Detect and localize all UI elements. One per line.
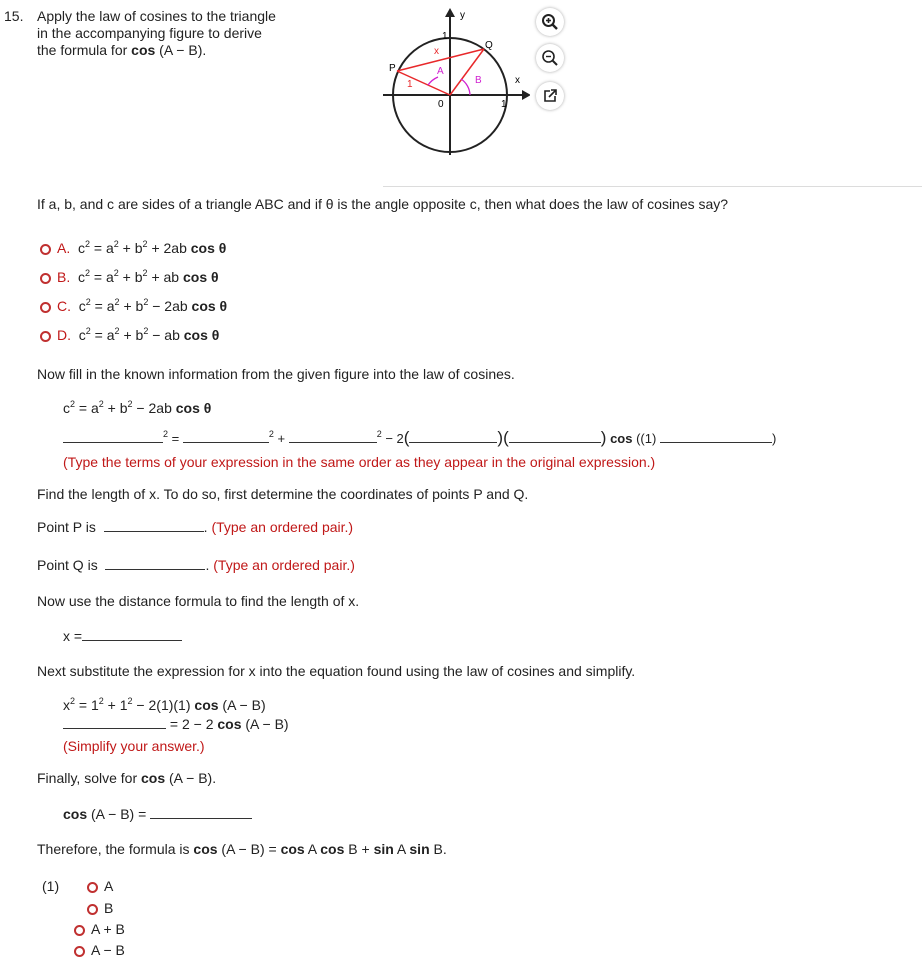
final-equation: cos (A − B) = [63, 806, 252, 822]
angle-a-arc [428, 77, 438, 85]
origin-label: 0 [438, 99, 444, 110]
y-axis-arrow [445, 8, 455, 17]
point-q-hint: (Type an ordered pair.) [213, 557, 355, 573]
point-q-label: Q [485, 40, 493, 51]
fill-instruction: Now fill in the known information from the given figure into the law of cosines. [37, 366, 515, 382]
therefore-statement: Therefore, the formula is cos (A − B) = cos A cos B + sin A sin B. [37, 841, 447, 857]
point-q-input[interactable] [105, 569, 205, 570]
question-number: 15. [4, 8, 24, 24]
tick-1-top: 1 [442, 31, 448, 42]
y-axis-label: y [460, 10, 465, 21]
simplify-hint: (Simplify your answer.) [63, 738, 205, 754]
q1-text: If a, b, and c are sides of a triangle ABC and if θ is the angle opposite c, then what does the law of cosines say? [37, 196, 729, 212]
option-a[interactable]: A. $c^2 = a^2 + b^2 + 2ab$ cos θ [40, 240, 226, 256]
substitute-instruction: Next substitute the expression for x into the equation found using the law of cosines and simplify. [37, 663, 636, 679]
final-instruction: Finally, solve for cos (A − B). [37, 770, 217, 786]
point-p-label: P [389, 63, 396, 74]
blank-a2-input[interactable] [409, 442, 497, 443]
option-d[interactable]: D. $c^2 = a^2 + b^2$ − ab cos θ [40, 327, 219, 343]
radio-choice-a[interactable] [87, 882, 98, 893]
radio-option-b[interactable] [40, 273, 51, 284]
radio-choice-a-plus-b[interactable] [74, 925, 85, 936]
final-input[interactable] [150, 818, 252, 819]
choice-a-minus-b[interactable]: A − B [74, 942, 125, 958]
option-c[interactable]: C. $c^2 = a^2 + b^2 - 2ab$ cos θ [40, 298, 227, 314]
external-link-icon [542, 88, 558, 104]
blank-angle-input[interactable] [660, 442, 772, 443]
zoom-in-button[interactable] [536, 8, 564, 36]
point-p-row: Point P is . (Type an ordered pair.) [37, 519, 354, 535]
x-axis-arrow [522, 90, 530, 100]
simplify-input[interactable] [63, 728, 166, 729]
radio-option-c[interactable] [40, 302, 51, 313]
choice-a-plus-b[interactable]: A + B [74, 921, 125, 937]
prompt-line-3: the formula for cos (A − B). [37, 42, 207, 58]
tick-1-right: 1 [501, 99, 507, 110]
section-divider [383, 186, 922, 187]
popout-button[interactable] [536, 82, 564, 110]
fill-hint: (Type the terms of your expression in the same order as they appear in the original expression.) [63, 454, 656, 470]
zoom-in-icon [541, 13, 559, 31]
law-of-cosines-equation: $c^2 = a^2 + b^2 - 2ab$ cos θ [63, 399, 212, 416]
substitute-line-2: = 2 − 2 cos (A − B) [63, 716, 289, 732]
point-p-input[interactable] [104, 531, 204, 532]
choice-b[interactable]: B [87, 900, 113, 916]
blank-a-input[interactable] [183, 442, 269, 443]
radio-choice-a-minus-b[interactable] [74, 946, 85, 957]
choices-label: (1) [42, 878, 60, 894]
x-axis-label: x [515, 75, 520, 86]
blank-b-input[interactable] [289, 442, 377, 443]
substitute-line-1: $x^2 = 1^2 + 1^2 - 2(1)(1)$ cos (A − B) [63, 696, 266, 713]
point-p-hint: (Type an ordered pair.) [211, 519, 354, 535]
radio-choice-b[interactable] [87, 904, 98, 915]
side-x-label: x [434, 46, 439, 57]
angle-b-arc [461, 79, 470, 95]
radio-option-a[interactable] [40, 244, 51, 255]
angle-b-label: B [475, 75, 482, 86]
prompt-line-2: in the accompanying figure to derive [37, 25, 262, 41]
blank-b2-input[interactable] [509, 442, 601, 443]
blank-c-input[interactable] [63, 442, 163, 443]
point-q-row: Point Q is . (Type an ordered pair.) [37, 557, 355, 573]
unit-circle-figure [380, 5, 530, 155]
distance-instruction: Now use the distance formula to find the length of x. [37, 593, 360, 609]
angle-a-label: A [437, 66, 444, 77]
tick-1-left: 1 [407, 79, 413, 90]
x-equation: x = [63, 628, 182, 644]
prompt-line-1: Apply the law of cosines to the triangle [37, 8, 276, 24]
choice-a[interactable]: A [87, 878, 113, 894]
coords-instruction: Find the length of x. To do so, first determine the coordinates of points P and Q. [37, 486, 529, 502]
zoom-out-icon [541, 49, 559, 67]
x-input[interactable] [82, 640, 182, 641]
zoom-out-button[interactable] [536, 44, 564, 72]
fill-row: $^2$ = $^2$ + $^2$ − 2( )( ) cos ((1) ) [63, 428, 776, 448]
question-prompt [37, 8, 276, 59]
option-b[interactable]: B. $c^2 = a^2 + b^2$ + ab cos θ [40, 269, 219, 285]
radio-option-d[interactable] [40, 331, 51, 342]
